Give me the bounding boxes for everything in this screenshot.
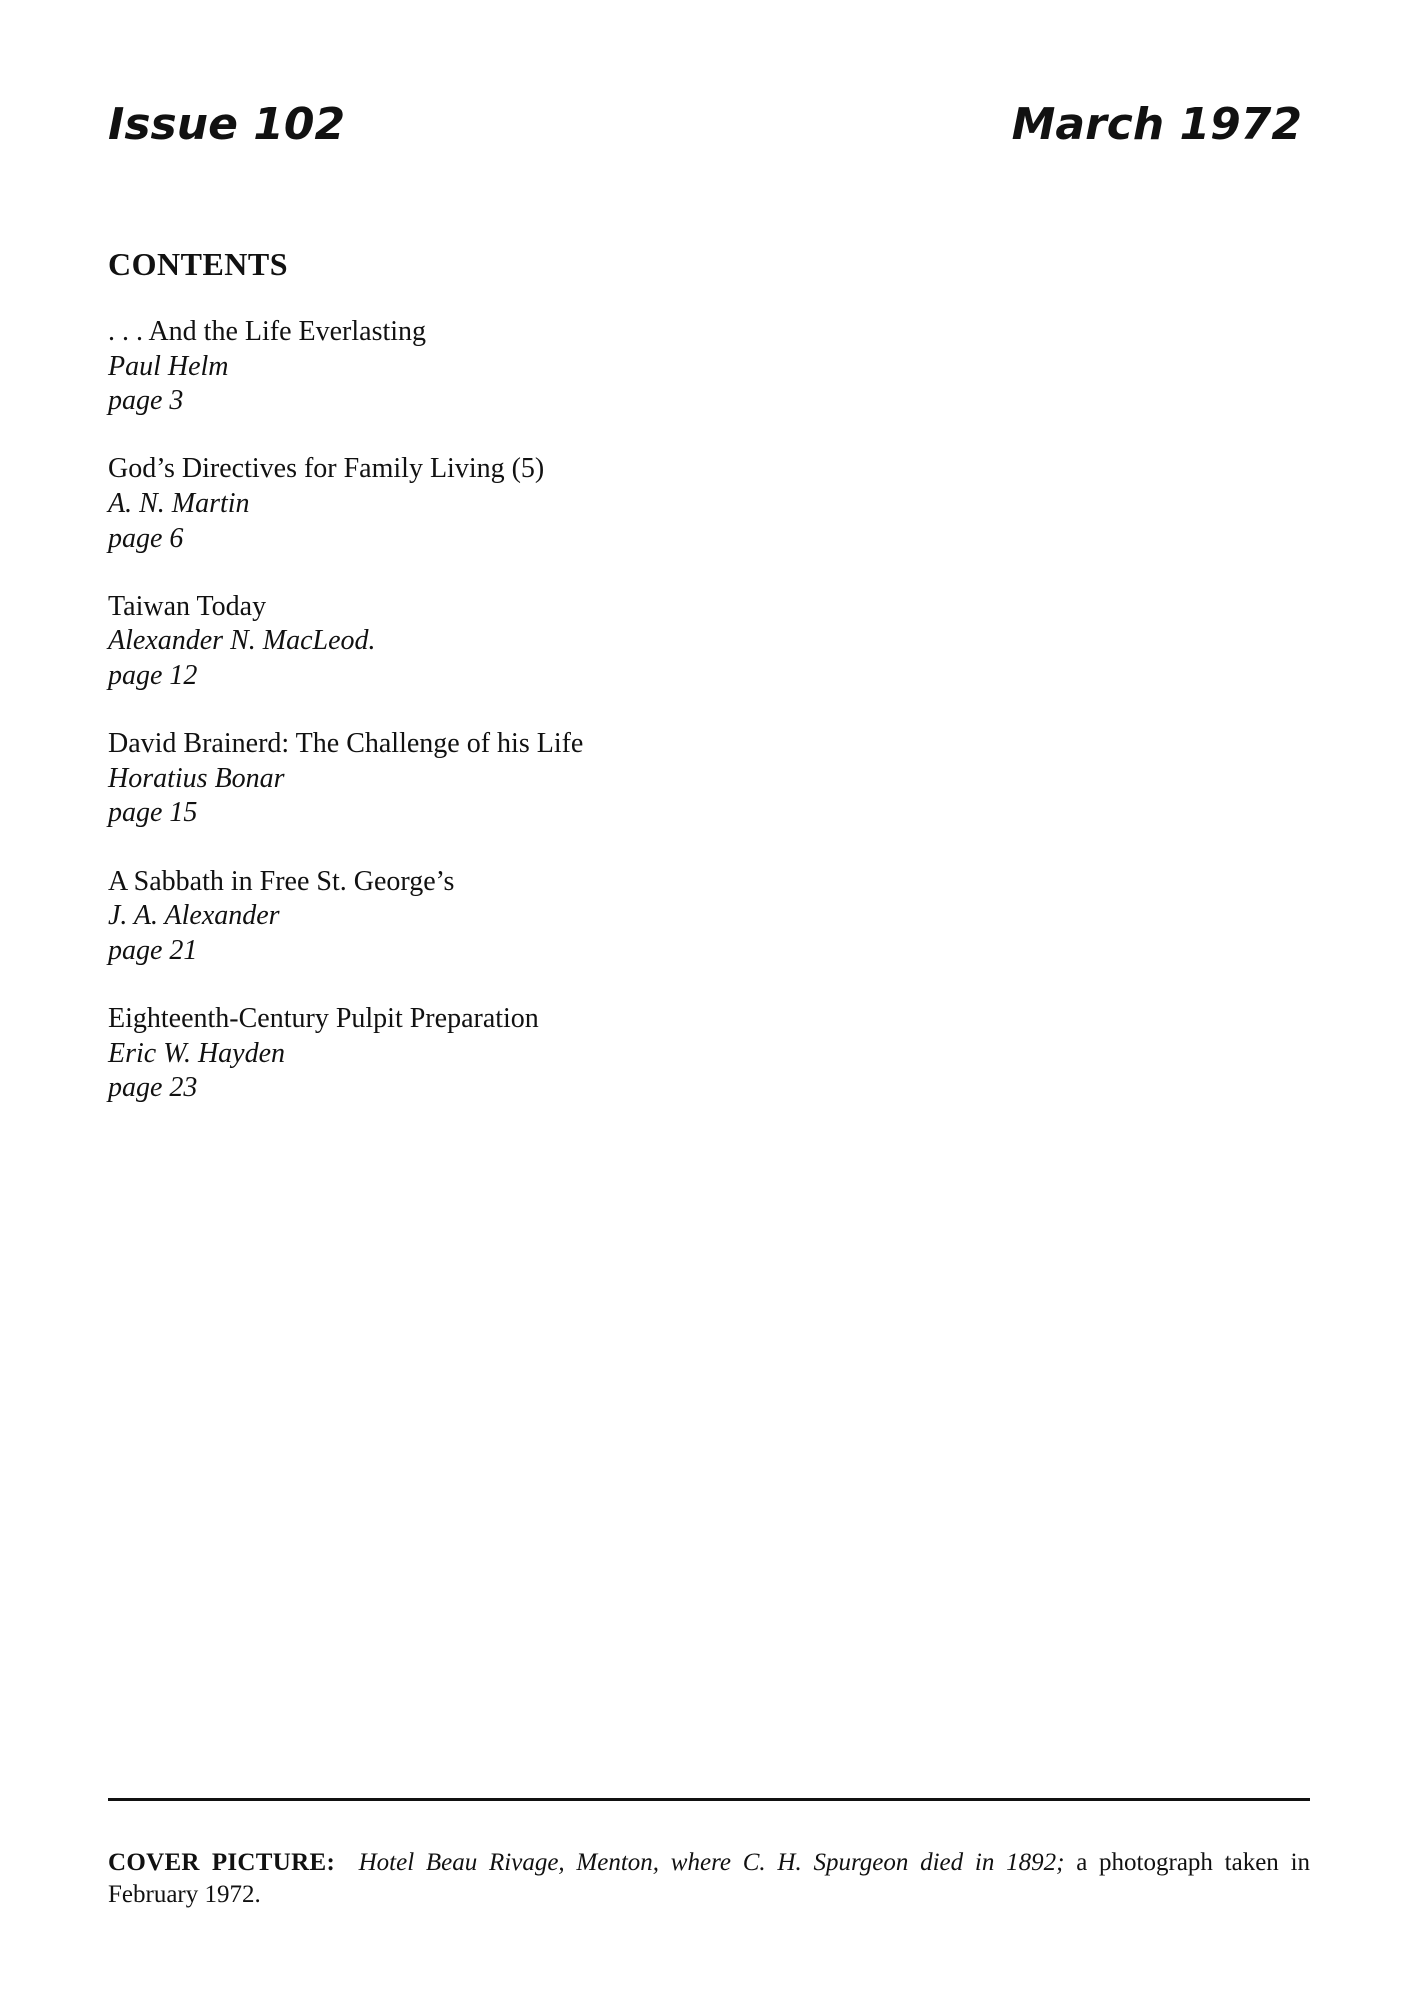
- article-author: A. N. Martin: [108, 487, 250, 519]
- issue-date: March 1972: [1011, 99, 1302, 150]
- article-author: Horatius Bonar: [108, 762, 285, 794]
- issue-number: Issue 102: [108, 99, 346, 150]
- article-page-number: page 21: [108, 934, 198, 966]
- cover-picture-details: a photograph taken in February 1972.: [108, 1849, 1311, 1908]
- article-title: David Brainerd: The Challenge of his Life: [108, 728, 584, 760]
- article-title: God’s Directives for Family Living (5): [108, 453, 545, 485]
- cover-picture-label: COVER PICTURE:: [108, 1849, 336, 1876]
- contents-entry: [108, 315, 1008, 452]
- article-title: Eighteenth-Century Pulpit Preparation: [108, 1002, 539, 1034]
- article-author: Alexander N. MacLeod.: [108, 625, 376, 657]
- cover-picture-caption: Hotel Beau Rivage, Menton, where C. H. Spurgeon died in 1892;: [358, 1849, 1065, 1876]
- contents-entry: [108, 865, 1008, 1002]
- article-page-number: page 15: [108, 797, 198, 829]
- article-page-number: page 23: [108, 1072, 198, 1104]
- contents-list: [108, 315, 1008, 1139]
- article-author: Paul Helm: [108, 350, 229, 382]
- article-page-number: page 3: [108, 385, 184, 417]
- article-page-number: page 6: [108, 522, 184, 554]
- article-author: Eric W. Hayden: [108, 1037, 286, 1069]
- cover-picture-note: [108, 1847, 1310, 1911]
- article-title: A Sabbath in Free St. George’s: [108, 865, 455, 897]
- footer-divider: [108, 1798, 1310, 1801]
- contents-heading: CONTENTS: [108, 246, 289, 282]
- article-page-number: page 12: [108, 659, 198, 691]
- contents-entry: [108, 727, 1008, 864]
- article-author: J. A. Alexander: [108, 900, 280, 932]
- article-title: Taiwan Today: [108, 590, 267, 622]
- article-title: . . . And the Life Everlasting: [108, 316, 427, 347]
- contents-entry: [108, 590, 1008, 727]
- contents-entry: [108, 1002, 1008, 1139]
- contents-entry: [108, 452, 1008, 589]
